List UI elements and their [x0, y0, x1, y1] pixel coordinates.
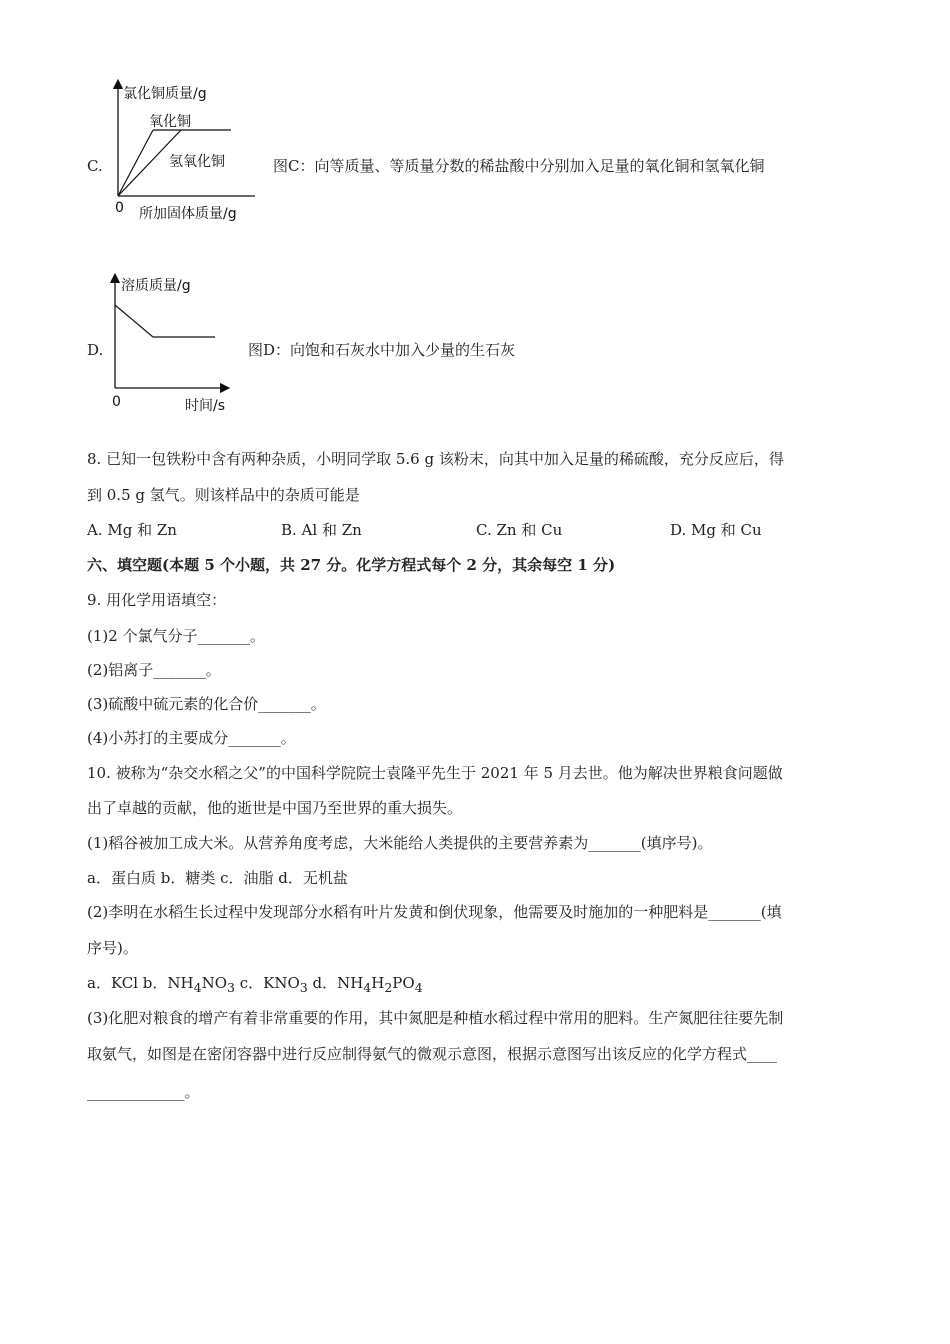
- y-axis-label: 氯化铜质量/g: [123, 86, 207, 102]
- q8-option-b: B. Al 和 Zn: [281, 521, 362, 539]
- option-text: H: [371, 974, 385, 992]
- q10-line-1: 10. 被称为“杂交水稻之父”的中国科学院院士袁隆平先生于 2021 年 5 月去世。他为解决世界粮食问题做: [87, 764, 783, 782]
- option-text: c．KNO: [234, 974, 300, 992]
- q9-title: 9. 用化学用语填空：: [87, 591, 227, 609]
- subscript: 4: [363, 980, 372, 995]
- figure-c-caption: 图C：向等质量、等质量分数的稀盐酸中分别加入足量的氧化铜和氢氧化铜: [273, 157, 765, 175]
- q9-part-2: (2)铝离子_______。: [87, 661, 221, 679]
- q10-part-1: (1)稻谷被加工成大米。从营养角度考虑，大米能给人类提供的主要营养素为_______(填序号)。: [87, 834, 713, 852]
- q8-option-c: C. Zn 和 Cu: [476, 521, 563, 539]
- y-axis-label: 溶质质量/g: [121, 278, 191, 294]
- origin-label: 0: [112, 394, 121, 410]
- option-text: NO: [201, 974, 227, 992]
- line-copper-oxide: [118, 130, 153, 196]
- subscript: 3: [227, 980, 235, 995]
- q10-part-1-options: a．蛋白质 b．糖类 c．油脂 d．无机盐: [87, 869, 348, 887]
- option-text: a．KCl b．NH: [87, 974, 194, 992]
- option-d-label: D.: [87, 341, 104, 359]
- series-label-copper-hydroxide: 氢氧化铜: [169, 154, 225, 170]
- q9-part-1: (1)2 个氯气分子_______。: [87, 627, 266, 645]
- q8-line-2: 到 0.5 g 氢气。则该样品中的杂质可能是: [87, 486, 360, 504]
- q10-part-2-line-1: (2)李明在水稻生长过程中发现部分水稻有叶片发黄和倒伏现象，他需要及时施加的一种肥料是_______(填: [87, 903, 782, 921]
- section-heading: 六、填空题(本题 5 个小题，共 27 分。化学方程式每个 2 分，其余每空 1 分): [87, 556, 616, 574]
- q10-line-2: 出了卓越的贡献，他的逝世是中国乃至世界的重大损失。: [87, 799, 463, 817]
- option-c-label: C.: [87, 157, 103, 175]
- q8-option-d: D. Mg 和 Cu: [670, 521, 762, 539]
- q10-part-3-line-3: _____________。: [87, 1083, 200, 1101]
- q9-part-3: (3)硫酸中硫元素的化合价_______。: [87, 695, 326, 713]
- x-axis-label: 所加固体质量/g: [139, 206, 237, 222]
- q8-option-a: A. Mg 和 Zn: [87, 521, 177, 539]
- decline-line: [115, 305, 153, 337]
- q10-part-3-line-1: (3)化肥对粮食的增产有着非常重要的作用，其中氮肥是种植水稻过程中常用的肥料。生产氮肥往往要先制: [87, 1009, 784, 1027]
- option-text: d．NH: [307, 974, 364, 992]
- x-axis-label: 时间/s: [185, 398, 226, 414]
- figure-c-graph: [105, 78, 265, 226]
- subscript: 3: [299, 980, 308, 995]
- option-text: PO: [392, 974, 415, 992]
- q10-part-3-line-2: 取氨气，如图是在密闭容器中进行反应制得氨气的微观示意图，根据示意图写出该反应的化学方程式____: [87, 1045, 778, 1063]
- figure-d-graph: [105, 272, 240, 420]
- subscript: 2: [384, 980, 393, 995]
- subscript: 4: [193, 980, 202, 995]
- origin-label: 0: [115, 200, 124, 216]
- q8-line-1: 8. 已知一包铁粉中含有两种杂质，小明同学取 5.6 g 该粉末，向其中加入足量的稀硫酸，充分反应后，得: [87, 450, 784, 468]
- figure-d-caption: 图D：向饱和石灰水中加入少量的生石灰: [248, 341, 516, 359]
- q10-part-2-line-2: 序号)。: [87, 939, 138, 957]
- q9-part-4: (4)小苏打的主要成分_______。: [87, 729, 296, 747]
- q10-part-2-options: [87, 973, 423, 998]
- series-label-copper-oxide: 氧化铜: [149, 114, 191, 130]
- subscript: 4: [414, 980, 423, 995]
